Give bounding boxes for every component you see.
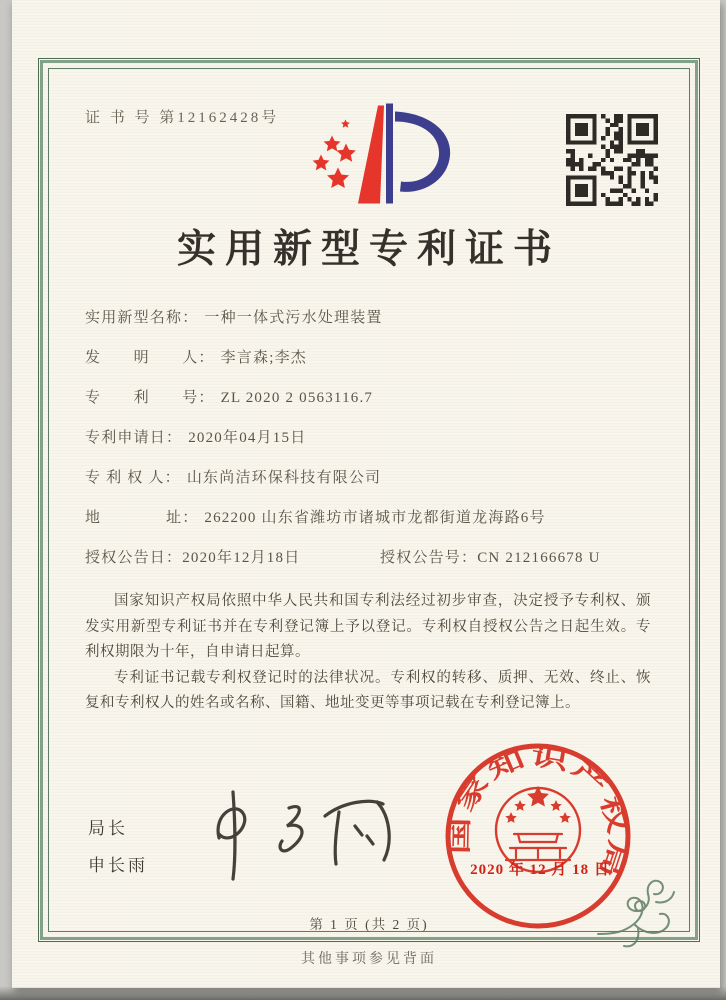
field-value: 李言森;李杰 bbox=[220, 350, 307, 366]
field-label: 发 明 人： bbox=[85, 350, 215, 366]
grant-date-value: 2020年12月18日 bbox=[182, 550, 301, 566]
cnipa-logo-icon bbox=[294, 98, 459, 213]
director-signature-icon bbox=[197, 782, 407, 882]
field-inventor bbox=[85, 346, 660, 367]
page-number: 第 1 页 (共 2 页) bbox=[309, 917, 429, 932]
director-name: 申长雨 bbox=[88, 856, 148, 875]
scan-edge-shadow bbox=[0, 986, 726, 1000]
field-label: 实用新型名称： bbox=[85, 310, 199, 326]
field-value: 262200 山东省潍坊市诸城市龙都街道龙海路6号 bbox=[204, 510, 546, 526]
grant-no-value: CN 212166678 U bbox=[477, 550, 601, 566]
legal-text bbox=[85, 589, 651, 717]
director-block bbox=[88, 814, 148, 876]
page-title: 实用新型专利证书 bbox=[176, 228, 561, 271]
field-patentee bbox=[85, 466, 660, 487]
field-value: ZL 2020 2 0563116.7 bbox=[220, 390, 374, 406]
legal-paragraph-1: 国家知识产权局依照中华人民共和国专利法经过初步审查，决定授予专利权、颁发实用新型专利证书并在专利登记簿上予以登记。专利权自授权公告之日起生效。专利权期限为十年，自申请日起算。 bbox=[85, 593, 651, 660]
director-title: 局长 bbox=[88, 819, 128, 838]
certificate-page bbox=[12, 0, 720, 988]
grant-announcement-row bbox=[85, 546, 680, 567]
field-value: 一种一体式污水处理装置 bbox=[204, 310, 383, 326]
field-utility-model-name bbox=[85, 306, 660, 327]
field-label: 专利申请日： bbox=[85, 430, 183, 446]
grant-no-label: 授权公告号： bbox=[380, 550, 478, 566]
legal-paragraph-2: 专利证书记载专利权登记时的法律状况。专利权的转移、质押、无效、终止、恢复和专利权人的姓名或名称、国籍、地址变更等事项记载在专利登记簿上。 bbox=[85, 669, 651, 711]
field-filing-date bbox=[85, 426, 660, 447]
qr-code-icon bbox=[566, 114, 658, 206]
field-label: 专 利 权 人： bbox=[85, 470, 181, 486]
seal-date: 2020 年 12 月 18 日 bbox=[470, 862, 610, 878]
certificate-number: 证 书 号 第12162428号 bbox=[85, 110, 280, 126]
back-side-note: 其他事项参见背面 bbox=[301, 952, 437, 967]
field-value: 2020年04月15日 bbox=[188, 430, 307, 446]
field-patent-number bbox=[85, 386, 660, 407]
field-address bbox=[85, 506, 660, 527]
grant-date-label: 授权公告日： bbox=[85, 550, 183, 566]
field-label: 专 利 号： bbox=[85, 390, 215, 406]
seal-ring-text: 国家知识产权局 bbox=[447, 743, 630, 870]
field-label: 地 址： bbox=[85, 510, 199, 526]
field-value: 山东尚洁环保科技有限公司 bbox=[186, 470, 382, 486]
